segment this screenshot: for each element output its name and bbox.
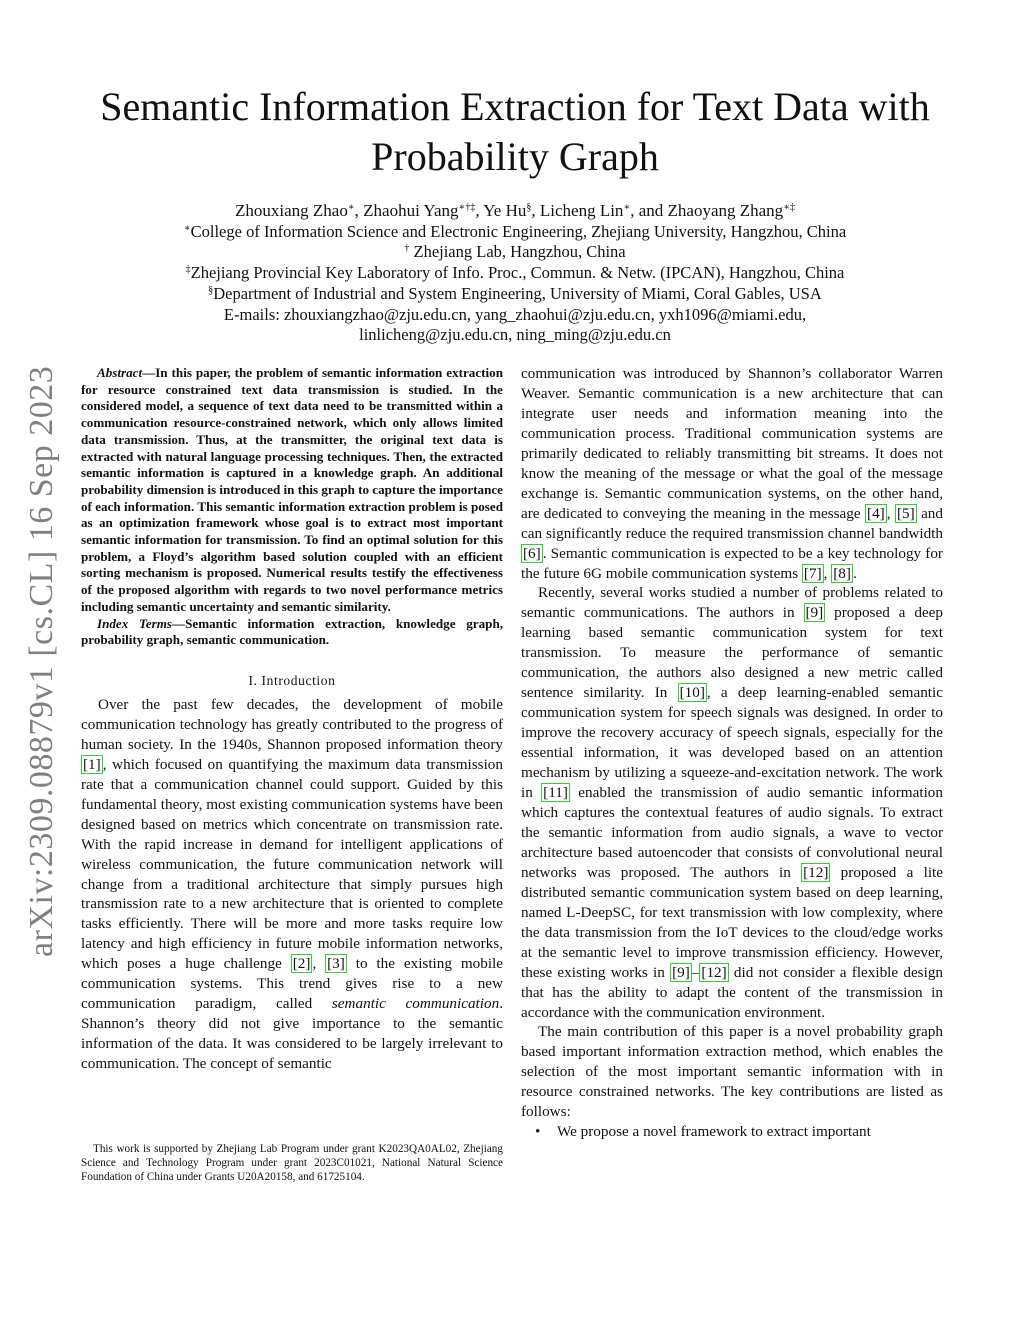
text-run: to the existing mobile communication systems. This trend gives rise to a new communication paradigm, called: [81, 955, 504, 1013]
abstract-text: —In this paper, the problem of semantic information extraction for resource constrained text data transmission is studied. In the considered model, a sequence of text data need to be transmitted within a communication resource-constrained network, which only allows limited data transmission. Thus, at the transmitter, the original text data is extracted with natural language processing techniques. Then, the extracted semantic information is captured in a knowledge graph. An additional probability dimension is introduced in this graph to capture the importance of each information. This semantic information extraction problem is posed as an optimization framework whose goal is to extract most important semantic information for transmission. To find an optimal solution for this problem, a Floyd’s algorithm based solution coupled with an efficient sorting mechanism is proposed. Numerical results testify the effectiveness of the proposed algorithm with regards to two novel performance metrics including semantic uncertainty and semantic similarity.: [81, 365, 503, 614]
citation-link[interactable]: [3]: [327, 955, 345, 973]
citation-link[interactable]: [12]: [701, 963, 727, 981]
author-block: [70, 201, 960, 346]
text-run: .: [852, 564, 857, 582]
author-conjunction: and: [638, 201, 668, 220]
affiliation-3: [70, 263, 960, 284]
text-run: . Semantic communication is expected to be a key technology for the future 6G mobile communication systems: [521, 544, 943, 582]
text-run: proposed a deep learning based semantic communication system for text transmission. To measure the performance of semantic communication, the authors also designed a new metric called sentence similarity. In: [521, 604, 943, 702]
affiliation-4: [70, 284, 960, 305]
affiliation-1: [70, 222, 960, 243]
citation-link[interactable]: [12]: [803, 863, 829, 881]
paper-title: [70, 82, 960, 182]
affil-mark: §: [208, 284, 214, 296]
affiliation-text: Department of Industrial and System Engineering, University of Miami, Coral Gables, USA: [213, 283, 822, 303]
text-run: Over the past few decades, the development of mobile communication technology has greatly contributed to the progress of human society. In the 1940s, Shannon proposed information theory: [81, 695, 503, 753]
index-terms-text: —Semantic information extraction, knowledge graph, probability graph, semantic communication.: [81, 615, 504, 648]
text-run: , a deep learning-enabled semantic communication system for speech signals was designed. In order to improve the recovery accuracy of speech signals, especially for the essential information, it was developed based on an attention mechanism by utilizing a squeeze-and-excitation network. The work in: [521, 684, 943, 802]
intro-paragraph-cont: [521, 364, 943, 583]
author-mark: ∗‡: [783, 202, 795, 213]
text-run: ,: [312, 955, 326, 973]
intro-paragraph-2: [521, 583, 943, 1022]
affiliation-2: [70, 242, 960, 263]
citation-link[interactable]: [6]: [523, 544, 541, 562]
text-run: , which focused on quantifying the maximum data transmission rate that a communication channel could support. Guided by this fundamental theory, most existing communication systems have been designed based on metrics which concentrate on transmission rate. With the rapid increase in demand for intelligent applications of wireless communication, the future communication network will change from a traditional architecture that simply pursues high transmission rate to a new architecture that is oriented to complete tasks efficiently. There will be more and more tasks require low latency and high efficiency in future mobile information networks, which poses a huge challenge: [81, 755, 503, 973]
citation-link[interactable]: [10]: [679, 684, 705, 702]
author-name: Zhaohui Yang: [363, 201, 459, 220]
bullet-text: We propose a novel framework to extract important: [557, 1123, 871, 1141]
affiliation-text: Zhejiang Provincial Key Laboratory of Info. Proc., Commun. & Netw. (IPCAN), Hangzhou, China: [190, 263, 845, 283]
author-mark: ∗: [347, 202, 355, 213]
left-column: [81, 365, 503, 1074]
index-terms-label: Index Terms: [97, 615, 173, 631]
emails-line-1: E-mails: zhouxiangzhao@zju.edu.cn, yang_zhaohui@zju.edu.cn, yxh1096@miami.edu,: [223, 304, 807, 324]
text-run: communication was introduced by Shannon’s collaborator Warren Weaver. Semantic communication is a new architecture that can integrate user needs and information meaning into the communication process. Traditional communication systems are primarily dedicated to reliably transmitting bit streams. It does not know the meaning of the message or what the goal of the message exchange is. Semantic communication systems, on the other hand, are dedicated to conveying the meaning in the message: [521, 365, 943, 522]
text-run: . Shannon’s theory did not give importance to the semantic information of the data. It was considered to be largely irrelevant to communication. The concept of semantic: [81, 995, 503, 1073]
citation-link[interactable]: [7]: [803, 564, 822, 582]
emphasis: semantic communication: [331, 995, 500, 1013]
abstract-label: Abstract: [97, 365, 143, 380]
affiliation-text: College of Information Science and Electronic Engineering, Zhejiang University, Hangzhou, China: [190, 221, 847, 241]
section-heading: I. Introduction: [248, 672, 336, 688]
text-run: and can significantly reduce the required transmission channel bandwidth: [521, 504, 943, 542]
title-line-1: Semantic Information Extraction for Text Data with: [100, 84, 930, 129]
citation-link[interactable]: [2]: [292, 955, 311, 973]
bullet-icon: •: [535, 1123, 541, 1141]
author-mark: ∗†‡: [458, 202, 476, 213]
text-run: ,: [886, 504, 895, 522]
author-name: Zhaoyang Zhang: [667, 201, 784, 220]
index-terms: [81, 616, 503, 649]
affil-mark: ∗: [183, 222, 191, 234]
citation-link[interactable]: [9]: [805, 604, 824, 622]
affil-mark: ‡: [185, 264, 191, 276]
text-run: enabled the transmission of audio semantic information which captures the contextual features of audio signals. To extract the semantic information from audio signals, a wave to vector architecture based autoencoder that consists of convolutional neural networks was proposed. The authors in: [521, 784, 943, 881]
text-run: proposed a lite distributed semantic communication system based on deep learning, named L-DeepSC, for text transmission with low complexity, where the data transmission from the IoT devices to the cloud/edge works at the semantic level to improve transmission efficiency. However, these existing works in: [521, 863, 943, 981]
emails-line-2: linlicheng@zju.edu.cn, ning_ming@zju.edu.cn: [359, 325, 671, 345]
author-mark: §: [526, 202, 532, 213]
author-name: Zhouxiang Zhao: [235, 201, 348, 220]
intro-paragraph-1: [81, 695, 503, 1074]
intro-paragraph-3: The main contribution of this paper is a novel probability graph based important information extraction method, which enables the selection of the most important semantic information with in resource constrained networks. The key contributions are listed as follows:: [521, 1023, 943, 1121]
text-run: –: [691, 963, 700, 981]
affil-mark: †: [404, 243, 410, 255]
citation-link[interactable]: [4]: [867, 504, 885, 522]
citation-link[interactable]: [5]: [896, 504, 915, 522]
right-column: [521, 364, 943, 1142]
text-run: Recently, several works studied a number of problems related to semantic communications. The authors in: [521, 584, 943, 622]
citation-link[interactable]: [8]: [833, 564, 851, 582]
title-line-2: Probability Graph: [371, 134, 659, 179]
affiliation-text: Zhejiang Lab, Hangzhou, China: [409, 242, 626, 262]
funding-footnote: This work is supported by Zhejiang Lab Program under grant K2023QA0AL02, Zhejiang Science and Technology Program under grant 2023C01021, National Natural Science Foundation of China under Grants U20A20158, and 61725104.: [81, 1143, 503, 1183]
author-list: Zhouxiang Zhao∗, Zhaohui Yang∗†‡, Ye Hu§, Licheng Lin∗, and Zhaoyang Zhang∗‡: [235, 201, 795, 220]
author-name: Ye Hu: [483, 201, 527, 220]
text-run: did not consider a flexible design that has the ability to adapt the content of the transmission in accordance with the communication environment.: [521, 963, 944, 1021]
citation-link[interactable]: [1]: [83, 755, 101, 773]
author-name: Licheng Lin: [539, 201, 624, 220]
citation-link[interactable]: [11]: [543, 784, 568, 802]
text-run: ,: [823, 564, 832, 582]
author-mark: ∗: [623, 202, 631, 213]
citation-link[interactable]: [9]: [672, 963, 690, 981]
contribution-bullet: [521, 1122, 943, 1142]
arxiv-identifier: arXiv:2309.08879v1 [cs.CL] 16 Sep 2023: [23, 365, 60, 957]
abstract: [81, 365, 503, 616]
